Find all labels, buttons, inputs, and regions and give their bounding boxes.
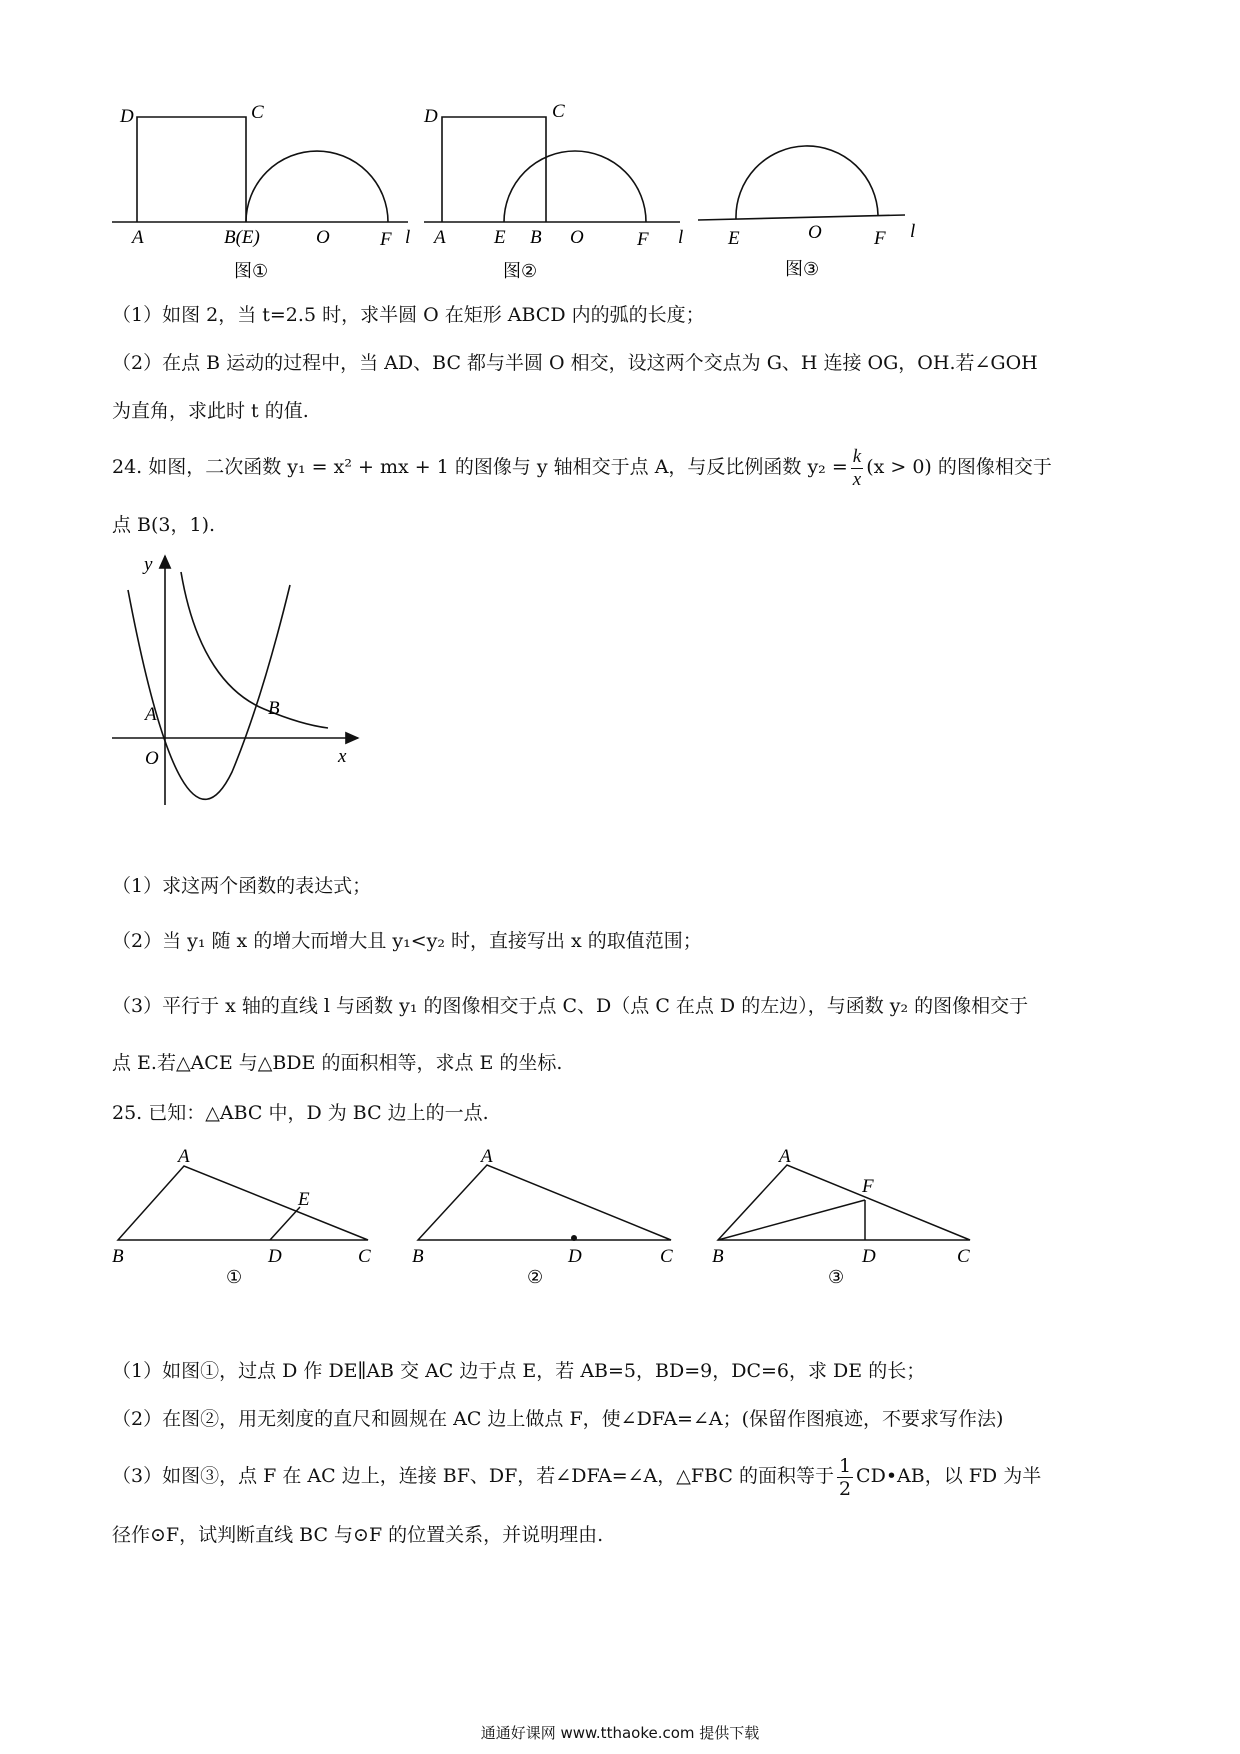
q24-label-B: B	[268, 698, 280, 719]
q25-fig2-caption: ②	[527, 1267, 544, 1288]
fig3-caption: 图③	[785, 259, 820, 280]
q25-fig2-A: A	[481, 1146, 493, 1167]
fig2-caption: 图②	[503, 261, 538, 282]
fig3-label-O: O	[808, 222, 822, 243]
q25-part-3b: CD•AB，以 FD 为半	[856, 1465, 1042, 1487]
fig1-label-A: A	[132, 227, 144, 248]
fig1-label-BE: B(E)	[224, 227, 260, 248]
q25-fig3-D: D	[862, 1246, 876, 1267]
q25-part-3	[112, 1448, 1041, 1504]
q24-label-A: A	[145, 704, 157, 725]
fig1-label-F: F	[380, 229, 392, 250]
fig2-label-B: B	[530, 227, 542, 248]
fig1-label-l: l	[405, 227, 411, 248]
q25-fig3-B: B	[712, 1246, 724, 1267]
fig1-label-D: D	[120, 106, 134, 127]
fig3-label-E: E	[728, 228, 740, 249]
q25-part-2: （2）在图②，用无刻度的直尺和圆规在 AC 边上做点 F，使∠DFA=∠A；(保留作图痕迹，不要求写作法)	[112, 1408, 1004, 1430]
q25-fig2-C: C	[660, 1246, 673, 1267]
q25-frac-den: 2	[838, 1477, 852, 1500]
q25-fig2-D: D	[568, 1246, 582, 1267]
q25-stem: 25. 已知：△ABC 中，D 为 BC 边上的一点.	[112, 1102, 489, 1124]
q24-frac-num: k	[852, 445, 862, 467]
q24-stem-c: 点 B(3，1).	[112, 514, 216, 536]
q24-part-3a: （3）平行于 x 轴的直线 l 与函数 y₁ 的图像相交于点 C、D（点 C 在点 D 的左边），与函数 y₂ 的图像相交于	[112, 995, 1029, 1017]
q25-fig3-caption: ③	[828, 1267, 845, 1288]
q23-part-2a: （2）在点 B 运动的过程中，当 AD、BC 都与半圆 O 相交，设这两个交点为 G、H 连接 OG，OH.若∠GOH	[112, 352, 1038, 374]
fig2-label-O: O	[570, 227, 584, 248]
q25-fraction	[837, 1455, 853, 1500]
fig1-caption: 图①	[234, 261, 269, 282]
q24-label-O: O	[145, 748, 159, 769]
q25-fig3-C: C	[957, 1246, 970, 1267]
q25-fig2-B: B	[412, 1246, 424, 1267]
q25-fig3-A: A	[779, 1146, 791, 1167]
q24-part-2: （2）当 y₁ 随 x 的增大而增大且 y₁<y₂ 时，直接写出 x 的取值范围；	[112, 930, 702, 952]
q25-part-3a: （3）如图③，点 F 在 AC 边上，连接 BF、DF，若∠DFA=∠A，△FBC 的面积等于	[112, 1465, 834, 1487]
q25-fig1-D: D	[268, 1246, 282, 1267]
q25-fig1-triangle	[118, 1166, 368, 1240]
q24-stem-b: (x > 0) 的图像相交于	[866, 456, 1052, 478]
q25-fig2-point-D	[571, 1235, 577, 1241]
fig1-label-C: C	[251, 102, 264, 123]
q24-frac-den: x	[852, 468, 862, 490]
fig1-label-O: O	[316, 227, 330, 248]
page-footer: 通通好课网 www.tthaoke.com 提供下载	[480, 1724, 760, 1742]
fig2-label-D: D	[424, 106, 438, 127]
q25-part-3c: 径作⊙F，试判断直线 BC 与⊙F 的位置关系，并说明理由.	[112, 1524, 604, 1546]
fig2-label-E: E	[494, 227, 506, 248]
q25-fig1-DE	[270, 1207, 300, 1240]
q25-fig1-B: B	[112, 1246, 124, 1267]
q25-fig3-F: F	[862, 1176, 874, 1197]
q25-frac-num: 1	[838, 1454, 852, 1477]
q25-fig1-C: C	[358, 1246, 371, 1267]
fig2-label-l: l	[678, 227, 684, 248]
q24-part-3b: 点 E.若△ACE 与△BDE 的面积相等，求点 E 的坐标.	[112, 1052, 563, 1074]
q25-fig1-A: A	[178, 1146, 190, 1167]
fig2-label-F: F	[637, 229, 649, 250]
q24-label-x: x	[338, 746, 347, 767]
q25-fig1-caption: ①	[226, 1267, 243, 1288]
fig2-label-A: A	[434, 227, 446, 248]
q25-fig1-E: E	[298, 1189, 310, 1210]
q24-label-y: y	[144, 554, 153, 575]
q23-part-2b: 为直角，求此时 t 的值.	[112, 400, 309, 422]
q25-fig3-triangle	[718, 1165, 970, 1240]
q25-fig2-triangle	[418, 1165, 671, 1240]
q25-fig3-BF	[718, 1200, 865, 1240]
fig3-label-l: l	[910, 221, 916, 242]
fig3-label-F: F	[874, 228, 886, 249]
q23-part-1: （1）如图 2，当 t=2.5 时，求半圆 O 在矩形 ABCD 内的弧的长度；	[112, 304, 705, 326]
q24-stem-a: 24. 如图，二次函数 y₁ = x² + mx + 1 的图像与 y 轴相交于点 A，与反比例函数 y₂ =	[112, 456, 848, 478]
q25-part-1: （1）如图①，过点 D 作 DE∥AB 交 AC 边于点 E，若 AB=5，BD=9，DC=6，求 DE 的长；	[112, 1360, 926, 1382]
fig2-label-C: C	[552, 101, 565, 122]
q24-part-1: （1）求这两个函数的表达式；	[112, 875, 372, 897]
